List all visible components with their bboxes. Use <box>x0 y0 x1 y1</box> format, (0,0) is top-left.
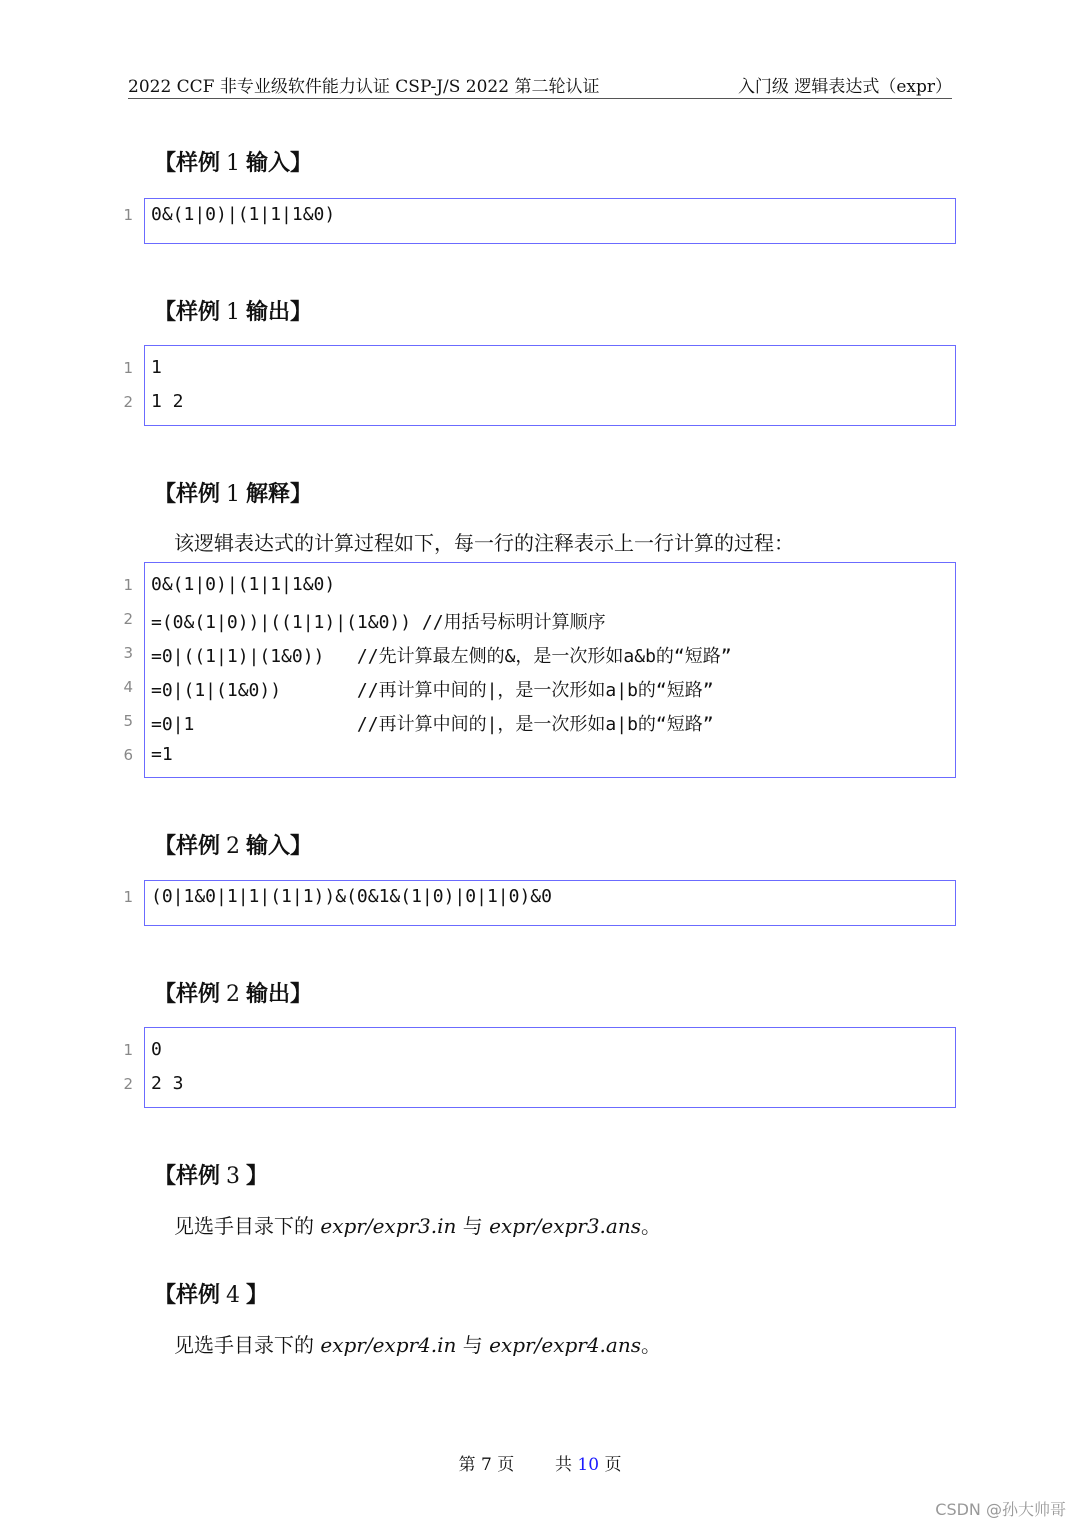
total-pages-link[interactable]: 10 <box>577 1455 600 1475</box>
heading-sample1-input: 【样例 1 输入】 <box>154 151 313 176</box>
code-line: 3 =0|((1|1)|(1&0)) //先计算最左侧的&，是一次形如a&b的“短路” <box>123 644 732 667</box>
page-footer: 第 7 页 共 10 页 <box>458 1455 622 1475</box>
code-line: 1 1 <box>123 357 162 378</box>
code-line: 2 =(0&(1|0))|((1|1)|(1&0)) //用括号标明计算顺序 <box>123 610 606 633</box>
page-header <box>128 70 952 99</box>
watermark: CSDN @孙大帅哥 <box>935 1500 1066 1519</box>
header-left: 2022 CCF 非专业级软件能力认证 CSP-J/S 2022 第二轮认证 <box>128 77 600 97</box>
code-block-sample1-explanation <box>123 562 956 778</box>
file-name: expr/expr3.in <box>320 1214 457 1238</box>
code-block-sample1-input <box>123 198 956 244</box>
code-line: 1 0&(1|0)|(1|1|1&0) <box>123 204 336 225</box>
code-line: 1 0 <box>123 1039 162 1060</box>
heading-sample1-output: 【样例 1 输出】 <box>154 300 313 325</box>
heading-sample2-input: 【样例 2 输入】 <box>154 834 313 859</box>
code-line: 5 =0|1 //再计算中间的|，是一次形如a|b的“短路” <box>123 712 714 735</box>
heading-sample2-output: 【样例 2 输出】 <box>154 982 313 1007</box>
code-block-sample1-output <box>123 345 956 426</box>
code-line: 4 =0|(1|(1&0)) //再计算中间的|，是一次形如a|b的“短路” <box>123 678 714 701</box>
header-right: 入门级 逻辑表达式（expr） <box>737 77 952 97</box>
code-line: 1 (0|1&0|1|1|(1|1))&(0&1&(1|0)|0|1|0)&0 <box>123 886 552 907</box>
heading-sample3: 【样例 3 】 <box>154 1164 269 1189</box>
heading-sample4: 【样例 4 】 <box>154 1283 269 1308</box>
file-name: expr/expr4.ans <box>489 1333 641 1357</box>
heading-sample1-explanation: 【样例 1 解释】 <box>154 482 313 507</box>
file-name: expr/expr4.in <box>320 1333 457 1357</box>
page-number: 7 <box>480 1455 492 1475</box>
file-name: expr/expr3.ans <box>489 1214 641 1238</box>
code-block-sample2-input <box>123 880 956 926</box>
code-line: 2 1 2 <box>123 391 184 412</box>
code-line: 2 2 3 <box>123 1073 184 1094</box>
code-line: 6 =1 <box>123 744 173 765</box>
sample3-text: 见选手目录下的 expr/expr3.in 与 expr/expr3.ans。 <box>174 1214 661 1238</box>
code-line: 1 0&(1|0)|(1|1|1&0) <box>123 574 336 595</box>
explanation-text: 该逻辑表达式的计算过程如下，每一行的注释表示上一行计算的过程： <box>174 531 794 555</box>
code-block-sample2-output <box>123 1027 956 1108</box>
sample4-text: 见选手目录下的 expr/expr4.in 与 expr/expr4.ans。 <box>174 1333 661 1357</box>
